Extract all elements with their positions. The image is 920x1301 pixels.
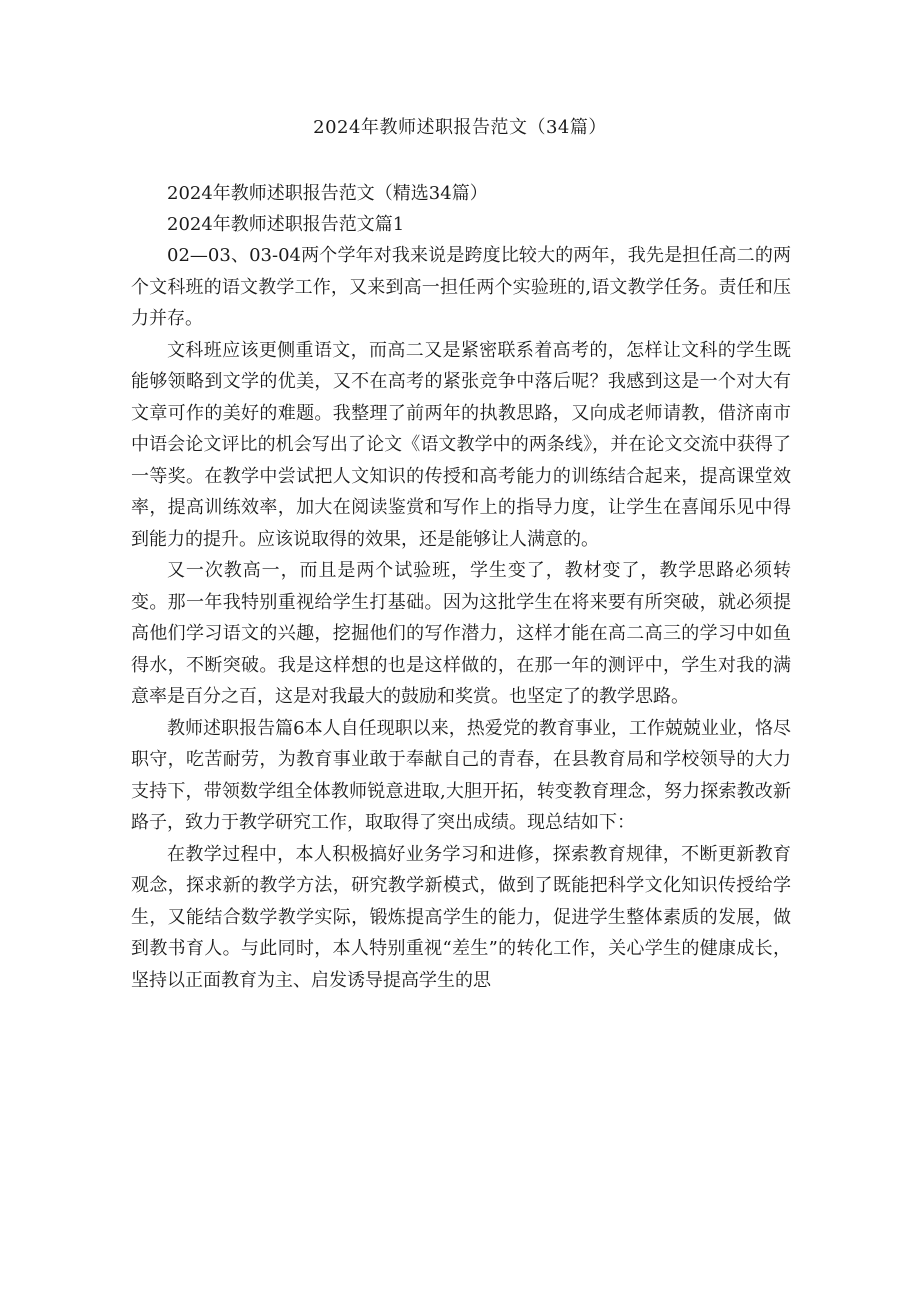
body-paragraph: 02—03、03-04两个学年对我来说是跨度比较大的两年，我先是担任高二的两个文科班的语文教学工作，又来到高一担任两个实验班的,语文教学任务。责任和压力并存。 [131,245,791,329]
document-body [131,178,791,996]
body-paragraph: 在教学过程中，本人积极搞好业务学习和进修，探索教育规律，不断更新教育观念，探求新的教学方法，研究教学新模式，做到了既能把科学文化知识传授给学生，又能结合数学教学实际，锻炼提高学生的能力，促进学生整体素质的发展，做到教书育人。与此同时，本人特别重视“差生”的转化工作，关心学生的健康成长，坚持以正面教育为主、启发诱导提高学生的思 [131,843,791,991]
subtitle-line: 2024年教师述职报告范文（精选34篇） [167,183,488,204]
document-title: 2024年教师述职报告范文（34篇） [313,117,607,138]
body-paragraph: 教师述职报告篇6本人自任现职以来，热爱党的教育事业，工作兢兢业业，恪尽职守，吃苦耐劳，为教育事业敢于奉献自己的青春，在县教育局和学校领导的大力支持下，带领数学组全体教师锐意进取,大胆开拓，转变教育理念，努力探索教改新路子，致力于教学研究工作，取取得了突出成绩。现总结如下： [131,717,791,833]
body-paragraph: 文科班应该更侧重语文，而高二又是紧密联系着高考的，怎样让文科的学生既能够领略到文学的优美，又不在高考的紧张竞争中落后呢？我感到这是一个对大有文章可作的美好的难题。我整理了前两年的执教思路，又向成老师请教，借济南市中语会论文评比的机会写出了论文《语文教学中的两条线》，并在论文交流中获得了一等奖。在教学中尝试把人文知识的传授和高考能力的训练结合起来，提高课堂效率，提高训练效率，加大在阅读鉴赏和写作上的指导力度，让学生在喜闻乐见中得到能力的提升。应该说取得的效果，还是能够让人满意的。 [131,339,791,550]
body-paragraph: 又一次教高一，而且是两个试验班，学生变了，教材变了，教学思路必须转变。那一年我特别重视给学生打基础。因为这批学生在将来要有所突破，就必须提高他们学习语文的兴趣，挖掘他们的写作潜力，这样才能在高二高三的学习中如鱼得水，不断突破。我是这样想的也是这样做的，在那一年的测评中，学生对我的满意率是百分之百，这是对我最大的鼓励和奖赏。也坚定了的教学思路。 [131,560,791,707]
section-heading: 2024年教师述职报告范文篇1 [167,214,405,235]
